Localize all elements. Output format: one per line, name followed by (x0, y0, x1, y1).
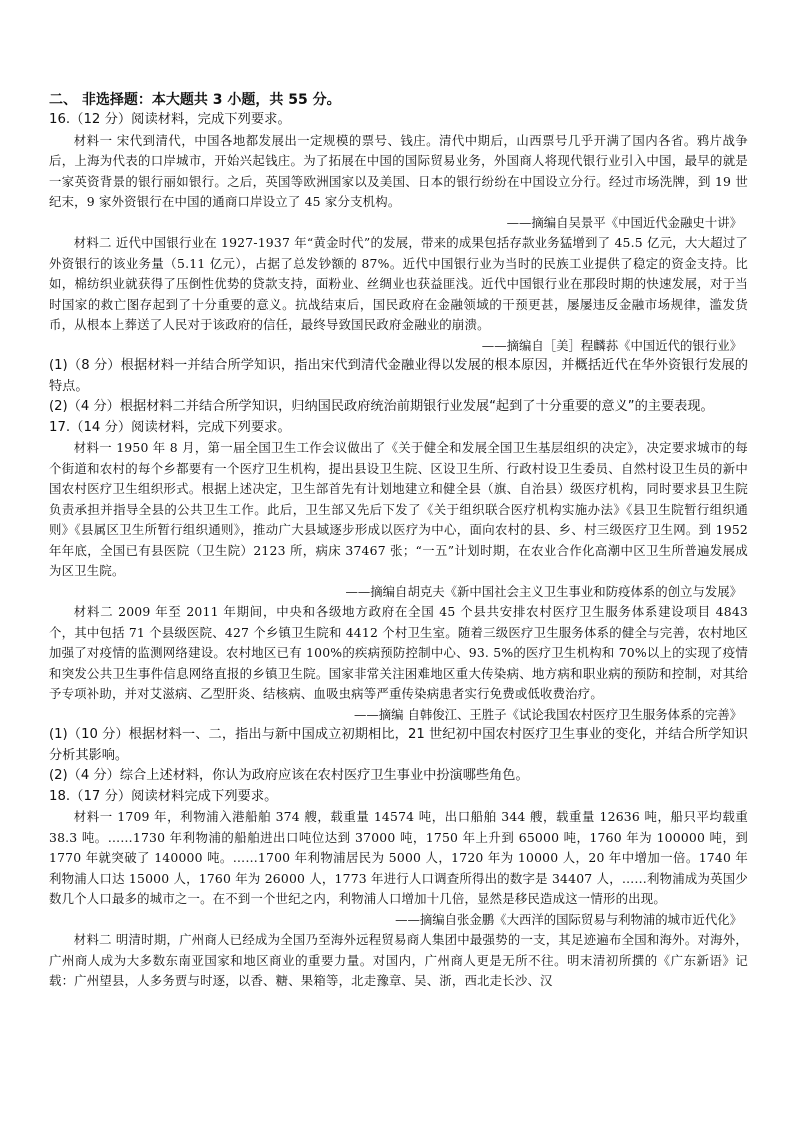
material-two: 材料二 明清时期，广州商人已经成为全国乃至海外远程贸易商人集团中最强势的一支，其足迹遍布全国和海外。对海外，广州商人成为大多数东南亚国家和地区商业的重要力量。对国内，广州商人更是无所不往。明末清初所撰的《广东新语》记载：广州望县，人多务贾与时逐，以香、糖、果箱等，北走豫章、吴、浙，西北走长沙、汉 (49, 932, 748, 988)
material-source: ——摘编自吴景平《中国近代金融史十讲》 (506, 214, 742, 230)
material-two: 材料二 2009 年至 2011 年期间，中央和各级地方政府在全国 45 个县共安排农村医疗卫生服务体系建设项目 4843 个，其中包括 71 个县级医院、427 个乡镇卫生院和 4412 个村卫生室。随着三级医疗卫生服务体系的健全与完善，农村地区加强了对疫情的监测网络建设。农村地区已有 100%的疾病预防控制中心、93. 5%的医疗卫生机构和 70%以上的实现了疫情和突发公共卫生事件信息网络直报的乡镇卫生院。国家非常关注困难地区重大传染病、地方病和职业病的预防和控制，对其给予专项补助，并对艾滋病、乙型肝炎、结核病、血吸虫病等严重传染病患者实行免费或低收费治疗。 (49, 604, 748, 701)
material-two: 材料二 近代中国银行业在 1927-1937 年“黄金时代”的发展，带来的成果包括存款业务猛增到了 45.5 亿元，大大超过了外资银行的该业务量（5.11 亿元），占据了总发钞额的 87%。近代中国银行业为当时的民族工业提供了稳定的资金支持。比如，棉纺织业就获得了压倒性优势的贷款支持，面粉业、丝绸业也获益匪浅。近代中国银行业在那段时期的快速发展，对于当时国家的救亡图存起到了十分重要的意义。抗战结束后，国民政府在金融领域的干预更甚，屡屡违反金融市场规律，滥发货币，从根本上葬送了人民对于该政府的信任，最终导致国民政府金融业的崩溃。 (49, 235, 748, 332)
material-source: ——摘编自张金鹏《大西洋的国际贸易与利物浦的城市近代化》 (395, 911, 742, 927)
material-one: 材料一 1950 年 8 月，第一届全国卫生工作会议做出了《关于健全和发展全国卫生基层组织的决定》，决定要求城市的每个街道和农村的每个乡都要有一个医疗卫生机构，提出县设卫生院、区设卫生所、行政村设卫生委员、自然村设卫生员的新中国农村医疗卫生组织形式。根据上述决定，卫生部首先有计划地建立和健全县（旗、自治县）级医疗机构，同时要求县卫生院负责承担并指导全县的公共卫生工作。此后，卫生部又先后下发了《关于组织联合医疗机构实施办法》《县卫生院暂行组织通则》《县属区卫生所暂行组织通则》，推动广大县域逐步形成以医疗为中心，面向农村的县、乡、村三级医疗卫生网。到 1952 年年底，全国已有县医院（卫生院）2123 所，病床 37467 张；“一五”计划时期，在农业合作化高潮中区卫生所普遍发展成为区卫生院。 (49, 440, 748, 578)
question-stem: 16.（12 分）阅读材料，完成下列要求。 (49, 112, 291, 127)
sub-question-1: (1)（10 分）根据材料一、二，指出与新中国成立初期相比，21 世纪初中国农村医疗卫生事业的变化，并结合所学知识分析其影响。 (49, 727, 748, 763)
question-stem: 17.（14 分）阅读材料，完成下列要求。 (49, 419, 291, 435)
material-source: ——摘编自［美］程麟荪《中国近代的银行业》 (481, 337, 742, 353)
sub-question-2: (2)（4 分）根据材料二并结合所学知识，归纳国民政府统治前期银行业发展“起到了十分重要的意义”的主要表现。 (49, 399, 714, 414)
material-one: 材料一 宋代到清代，中国各地都发展出一定规模的票号、钱庄。清代中期后，山西票号几乎开满了国内各省。鸦片战争后，上海为代表的口岸城市，开始兴起钱庄。为了拓展在中国的国际贸易业务，外国商人将现代银行业引入中国，最早的就是一家英资背景的银行丽如银行。之后，英国等欧洲国家以及美国、日本的银行纷纷在中国设立分行。经过市场洗牌，到 19 世纪末，9 家外资银行在中国的通商口岸设立了 45 家分支机构。 (49, 132, 748, 209)
question-16 (49, 110, 748, 418)
sub-question-2: (2)（4 分）综合上述材料，你认为政府应该在农村医疗卫生事业中扮演哪些角色。 (49, 768, 529, 783)
question-17 (49, 418, 748, 787)
section-title: 二、 非选择题：本大题共 3 小题，共 55 分。 (49, 92, 341, 108)
material-source: ——摘编自胡克夫《新中国社会主义卫生事业和防疫体系的创立与发展》 (345, 583, 742, 599)
question-stem: 18.（17 分）阅读材料完成下列要求。 (49, 788, 278, 804)
question-18 (49, 787, 748, 992)
material-source: ——摘编 自韩俊江、王胜子《试论我国农村医疗卫生服务体系的完善》 (353, 706, 742, 722)
material-one: 材料一 1709 年，利物浦入港船舶 374 艘，载重量 14574 吨，出口船舶 344 艘，载重量 12636 吨，船只平均载重 38.3 吨。……1730 年利物浦的船舶进出口吨位达到 37000 吨，1750 年上升到 65000 吨，1760 年为 100000 吨，到 1770 年就突破了 140000 吨。……1700 年利物浦居民为 5000 人，1720 年为 10000 人，20 年中增加一倍。1740 年利物浦人口达 15000 人，1760 年为 26000 人，1773 年进行人口调查所得出的数字是 34407 人，……利物浦成为英国少数几个人口最多的城市之一。在不到一个世纪之内，利物浦人口增加十几倍，显然是移民造成这一情形的出现。 (49, 809, 748, 906)
sub-question-1: (1)（8 分）根据材料一并结合所学知识，指出宋代到清代金融业得以发展的根本原因，并概括近代在华外资银行发展的特点。 (49, 358, 748, 394)
